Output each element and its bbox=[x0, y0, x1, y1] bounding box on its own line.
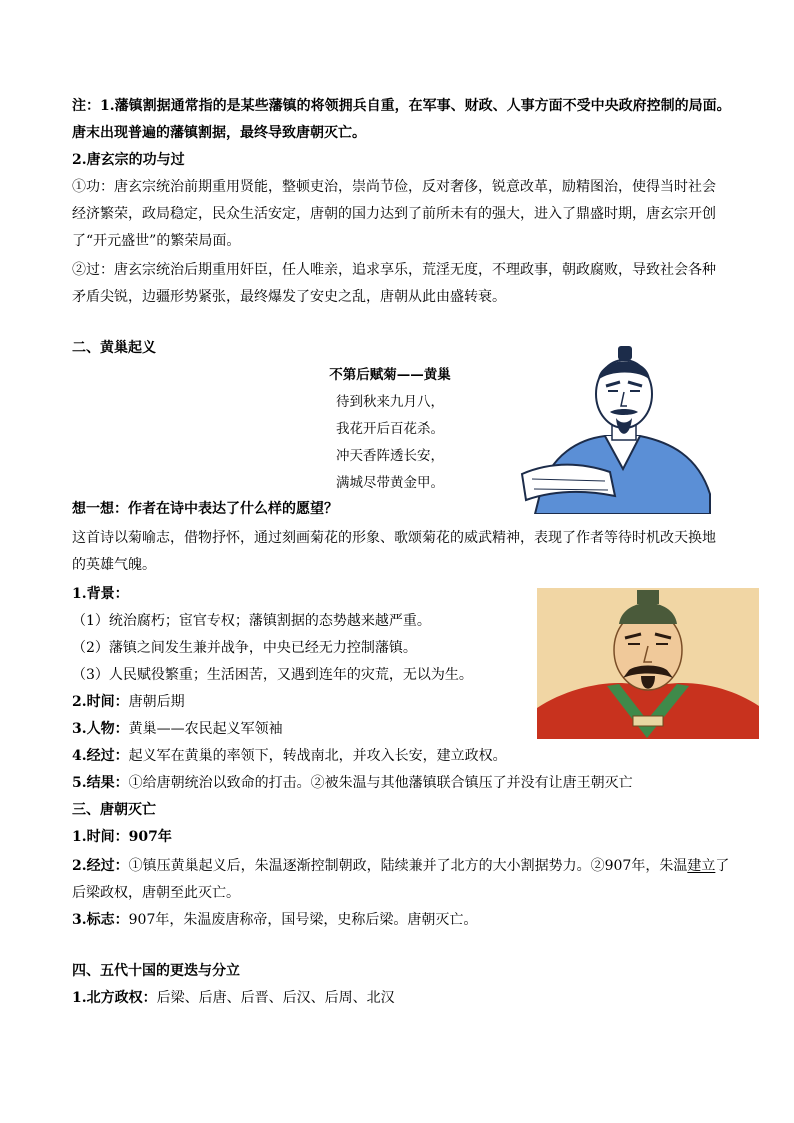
north-label: 1.北方政权： bbox=[72, 990, 157, 1006]
person-label: 3.人物： bbox=[72, 721, 129, 737]
background-heading: 1.背景： bbox=[72, 586, 129, 602]
merit-line: 经济繁荣，政局稳定，民众生活安定，唐朝的国力达到了前所未有的强大，进入了鼎盛时期，唐玄宗开创 bbox=[72, 206, 716, 222]
result-value: ①给唐朝统治以致命的打击。②被朱温与其他藩镇联合镇压了并没有让唐王朝灭亡 bbox=[128, 775, 633, 791]
five-dynasties-heading: 四、五代十国的更迭与分立 bbox=[72, 963, 240, 979]
time-label: 2.时间： bbox=[72, 694, 129, 710]
background-item: （1）统治腐朽；宦官专权；藩镇割据的态势越来越严重。 bbox=[72, 613, 431, 629]
background-item: （2）藩镇之间发生兼并战争，中央已经无力控制藩镇。 bbox=[72, 640, 417, 656]
result-row bbox=[72, 774, 633, 792]
process-value: 起义军在黄巢的率领下，转战南北，并攻入长安，建立政权。 bbox=[128, 748, 507, 764]
poem-line: 满城尽带黄金甲。 bbox=[336, 475, 444, 491]
poem-line: 我花开后百花杀。 bbox=[336, 421, 444, 437]
huangchao-heading: 二、黄巢起义 bbox=[72, 340, 156, 356]
think-heading: 想一想：作者在诗中表达了什么样的愿望？ bbox=[72, 501, 338, 517]
xuanzong-heading: 2.唐玄宗的功与过 bbox=[72, 152, 185, 168]
north-value: 后梁、后唐、后晋、后汉、后周、北汉 bbox=[156, 990, 395, 1006]
poem-line: 冲天香阵透长安， bbox=[336, 448, 444, 464]
process-label: 4.经过： bbox=[72, 748, 129, 764]
poem-line: 待到秋来九月八， bbox=[336, 394, 444, 410]
tang-emperor-portrait bbox=[537, 588, 759, 739]
tang-fall-process-row bbox=[72, 857, 729, 875]
fault-line: 矛盾尖锐，边疆形势紧张，最终爆发了安史之乱，唐朝从此由盛转衰。 bbox=[72, 289, 506, 305]
tang-fall-process-line1-end: 了 bbox=[715, 858, 730, 874]
tang-fall-process-label: 2.经过： bbox=[72, 858, 129, 874]
time-value: 唐朝后期 bbox=[128, 694, 185, 710]
five-dynasties-north-row bbox=[72, 989, 395, 1007]
tang-fall-process-underline: 建立 bbox=[687, 858, 716, 874]
tang-fall-process-line2: 后梁政权，唐朝至此灭亡。 bbox=[72, 885, 240, 901]
tang-fall-sign-label: 3.标志： bbox=[72, 912, 129, 928]
person-value: 黄巢——农民起义军领袖 bbox=[128, 721, 283, 737]
note-line-1: 注：1.藩镇割据通常指的是某些藩镇的将领拥兵自重，在军事、财政、人事方面不受中央政府控制的局面。 bbox=[72, 98, 731, 114]
fault-line: ②过：唐玄宗统治后期重用奸臣，任人唯亲，追求享乐，荒淫无度，不理政事，朝政腐败，导致社会各种 bbox=[72, 262, 716, 278]
merit-line: ①功：唐玄宗统治前期重用贤能，整顿吏治，崇尚节俭，反对奢侈，锐意改革，励精图治，使得当时社会 bbox=[72, 179, 716, 195]
tang-fall-sign-row bbox=[72, 911, 477, 929]
time-row bbox=[72, 693, 185, 711]
tang-fall-sign-value: 907年，朱温废唐称帝，国号梁，史称后梁。唐朝灭亡。 bbox=[128, 912, 478, 928]
tang-fall-time-label: 1.时间： bbox=[72, 829, 129, 845]
tang-fall-time-value: 907年 bbox=[128, 829, 172, 845]
process-row bbox=[72, 747, 507, 765]
person-row bbox=[72, 720, 283, 738]
background-item: （3）人民赋役繁重；生活困苦，又遇到连年的灾荒，无以为生。 bbox=[72, 667, 473, 683]
note-line-2: 唐末出现普遍的藩镇割据，最终导致唐朝灭亡。 bbox=[72, 125, 366, 141]
result-label: 5.结果： bbox=[72, 775, 129, 791]
think-answer-line: 这首诗以菊喻志，借物抒怀，通过刻画菊花的形象、歌颂菊花的威武精神，表现了作者等待时机改天换地 bbox=[72, 530, 716, 546]
tang-fall-heading: 三、唐朝灭亡 bbox=[72, 802, 156, 818]
poem-title: 不第后赋菊——黄巢 bbox=[329, 367, 451, 383]
merit-line: 了“开元盛世”的繁荣局面。 bbox=[72, 233, 241, 249]
tang-fall-time-row bbox=[72, 828, 172, 846]
think-answer-line: 的英雄气魄。 bbox=[72, 557, 156, 573]
tang-fall-process-line1: ①镇压黄巢起义后，朱温逐渐控制朝政，陆续兼并了北方的大小割据势力。②907年，朱温 bbox=[128, 858, 688, 874]
huangchao-illustration bbox=[520, 344, 720, 514]
